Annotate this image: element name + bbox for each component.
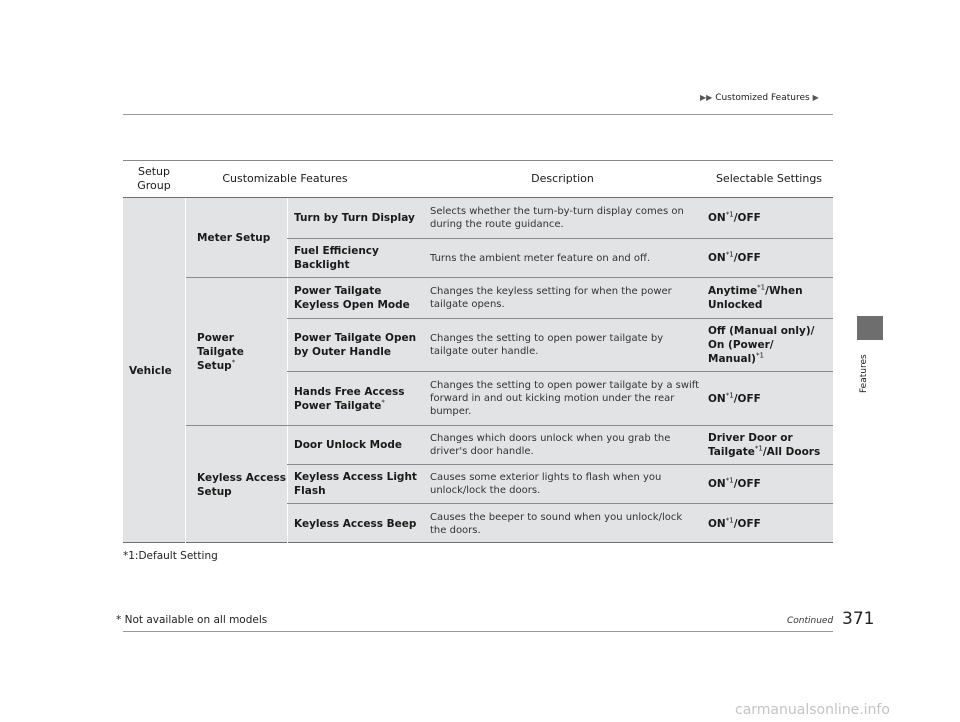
breadcrumb <box>700 93 819 103</box>
feature-turn-by-turn-display: Turn by Turn Display <box>294 212 415 224</box>
setting-power-tailgate-open-by-outer-handle[interactable]: Off (Manual only)/ On (Power/ Manual)$^{*1}$ <box>708 325 815 365</box>
not-all-models-marker: * <box>231 358 236 366</box>
setting-keyless-access-beep[interactable]: ON$^{*1}$/OFF <box>708 516 761 530</box>
description-keyless-access-light-flash: Causes some exterior lights to flash when you unlock/lock the doors. <box>430 472 662 496</box>
breadcrumb-arrows-icon: ▶▶ <box>700 93 713 102</box>
description-turn-by-turn-display: Selects whether the turn-by-turn display comes on during the route guidance. <box>430 206 684 230</box>
header-setup-group: Setup Group <box>137 165 171 192</box>
breadcrumb-section[interactable]: Customized Features <box>715 93 810 103</box>
setting-fuel-efficiency-backlight[interactable]: ON$^{*1}$/OFF <box>708 250 761 264</box>
header-rule <box>123 114 833 115</box>
setup-group-vehicle: Vehicle <box>129 364 172 377</box>
breadcrumb-end-arrow-icon: ▶ <box>812 93 819 102</box>
description-fuel-efficiency-backlight: Turns the ambient meter feature on and off. <box>430 252 651 264</box>
settings-table <box>123 197 833 543</box>
setting-power-tailgate-keyless-open-mode[interactable]: Anytime$^{*1}$/When Unlocked <box>708 283 803 311</box>
footer-rule <box>123 631 833 632</box>
availability-note: * Not available on all models <box>116 614 268 626</box>
setting-door-unlock-mode[interactable]: Driver Door or Tailgate$^{*1}$/All Doors <box>708 432 821 458</box>
feature-fuel-efficiency-backlight: Fuel Efficiency Backlight <box>294 245 379 271</box>
header-customizable-features: Customizable Features <box>222 172 348 185</box>
subgroup-keyless-access-setup: Keyless Access Setup <box>197 471 286 498</box>
feature-door-unlock-mode: Door Unlock Mode <box>294 439 402 451</box>
page-number: 371 <box>842 609 875 629</box>
feature-power-tailgate-keyless-open-mode: Power Tailgate Keyless Open Mode <box>294 285 410 311</box>
setting-keyless-access-light-flash[interactable]: ON$^{*1}$/OFF <box>708 476 761 490</box>
section-tab-marker[interactable] <box>857 316 883 340</box>
not-all-models-marker: * <box>381 398 385 406</box>
description-door-unlock-mode: Changes which doors unlock when you grab the driver's door handle. <box>430 433 671 457</box>
setting-turn-by-turn-display[interactable]: ON$^{*1}$/OFF <box>708 210 761 224</box>
default-setting-footnote: *1:Default Setting <box>123 550 218 562</box>
header-description: Description <box>531 172 594 185</box>
description-hands-free-access-power-tailgate: Changes the setting to open power tailgate by a swift forward in and out kicking motion under the rear bumper. <box>430 380 700 417</box>
setting-hands-free-access-power-tailgate[interactable]: ON$^{*1}$/OFF <box>708 391 761 405</box>
continued-label: Continued <box>787 616 834 626</box>
description-power-tailgate-keyless-open-mode: Changes the keyless setting for when the power tailgate opens. <box>430 286 672 310</box>
feature-keyless-access-beep: Keyless Access Beep <box>294 517 417 530</box>
description-power-tailgate-open-by-outer-handle: Changes the setting to open power tailgate by tailgate outer handle. <box>430 333 664 357</box>
section-tab-label: Features <box>859 354 869 393</box>
feature-power-tailgate-open-by-outer-handle: Power Tailgate Open by Outer Handle <box>294 332 417 358</box>
subgroup-power-tailgate-setup: Power Tailgate Setup* <box>197 331 244 372</box>
subgroup-meter-setup: Meter Setup <box>197 231 271 244</box>
feature-keyless-access-light-flash: Keyless Access Light Flash <box>294 471 417 497</box>
description-keyless-access-beep: Causes the beeper to sound when you unlock/lock the doors. <box>430 511 683 536</box>
watermark: carmanualsonline.info <box>735 702 890 718</box>
feature-hands-free-access-power-tailgate: Hands Free Access Power Tailgate* <box>294 385 405 412</box>
header-selectable-settings: Selectable Settings <box>715 172 823 185</box>
